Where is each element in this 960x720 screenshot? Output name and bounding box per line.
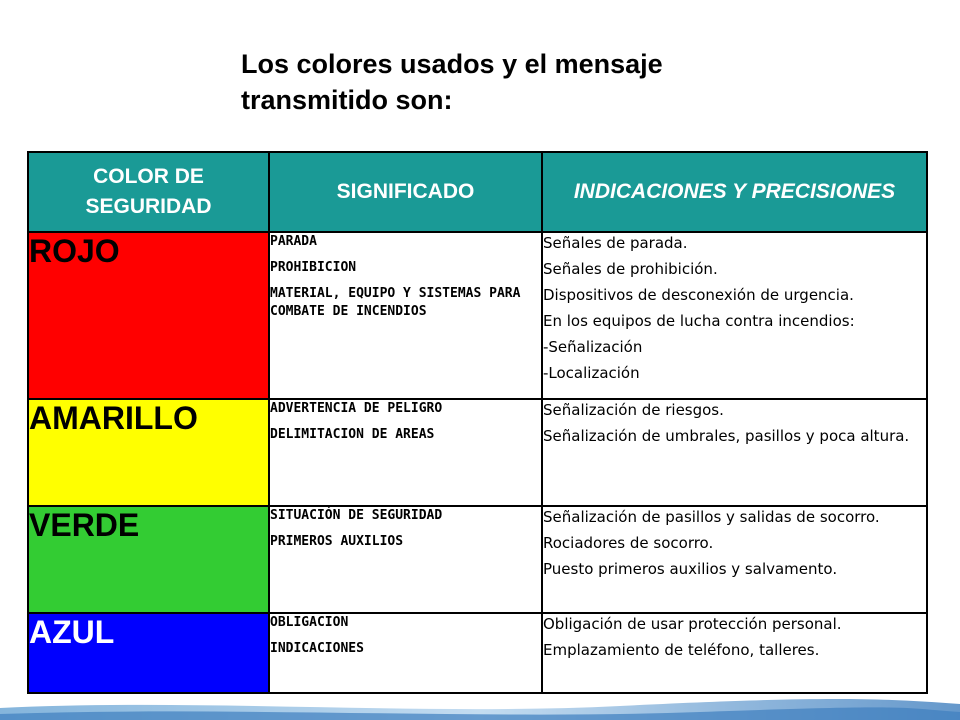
meaning-item: DELIMITACION DE AREAS [270,427,435,442]
color-name: AZUL [29,614,115,650]
color-cell-verde [28,506,269,613]
meaning-item: ADVERTENCIA DE PELIGRO [270,401,443,416]
footer-wave-decoration [0,694,960,720]
meaning-item: PRIMEROS AUXILIOS [270,534,404,549]
title-line-1: Los colores usados y el mensaje [241,49,663,79]
meaning-item: PROHIBICION [270,260,357,275]
meaning-cell [269,399,542,506]
note-item: Emplazamiento de teléfono, talleres. [543,641,820,659]
note-item: Obligación de usar protección personal. [543,615,842,633]
color-cell-azul [28,613,269,693]
note-item: Señalización de umbrales, pasillos y poca altura. [543,427,910,445]
meaning-cell [269,232,542,399]
color-name: ROJO [29,233,120,269]
note-item: Señalización de riesgos. [543,401,724,419]
color-name: VERDE [29,507,140,543]
meaning-cell [269,506,542,613]
table-row [28,506,927,613]
table-row [28,232,927,399]
note-item: Señales de prohibición. [543,260,718,278]
safety-colors-table [27,151,928,694]
color-name: AMARILLO [29,400,198,436]
meaning-item: PARADA [270,234,317,249]
meaning-item: MATERIAL, EQUIPO Y SISTEMAS PARA COMBATE DE INCENDIOS [270,286,521,319]
note-item: Puesto primeros auxilios y salvamento. [543,560,838,578]
note-item: Rociadores de socorro. [543,534,714,552]
note-item: -Localización [543,364,640,382]
header-meaning: SIGNIFICADO [269,152,542,232]
note-item: Señalización de pasillos y salidas de socorro. [543,508,880,526]
color-cell-amarillo [28,399,269,506]
color-cell-rojo [28,232,269,399]
meaning-item: OBLIGACION [270,615,349,630]
title-line-2: transmitido son: [241,85,453,115]
note-item: -Señalización [543,338,643,356]
page-title [241,46,841,118]
note-item: Señales de parada. [543,234,688,252]
meaning-cell [269,613,542,693]
table-row [28,613,927,693]
notes-cell [542,613,927,693]
notes-cell [542,399,927,506]
table-header-row [28,152,927,232]
table-row [28,399,927,506]
meaning-item: INDICACIONES [270,641,364,656]
header-color: COLOR DE SEGURIDAD [28,152,269,232]
notes-cell [542,232,927,399]
meaning-item: SITUACIÓN DE SEGURIDAD [270,508,443,523]
note-item: En los equipos de lucha contra incendios: [543,312,855,330]
note-item: Dispositivos de desconexión de urgencia. [543,286,854,304]
header-notes: INDICACIONES Y PRECISIONES [542,152,927,232]
notes-cell [542,506,927,613]
